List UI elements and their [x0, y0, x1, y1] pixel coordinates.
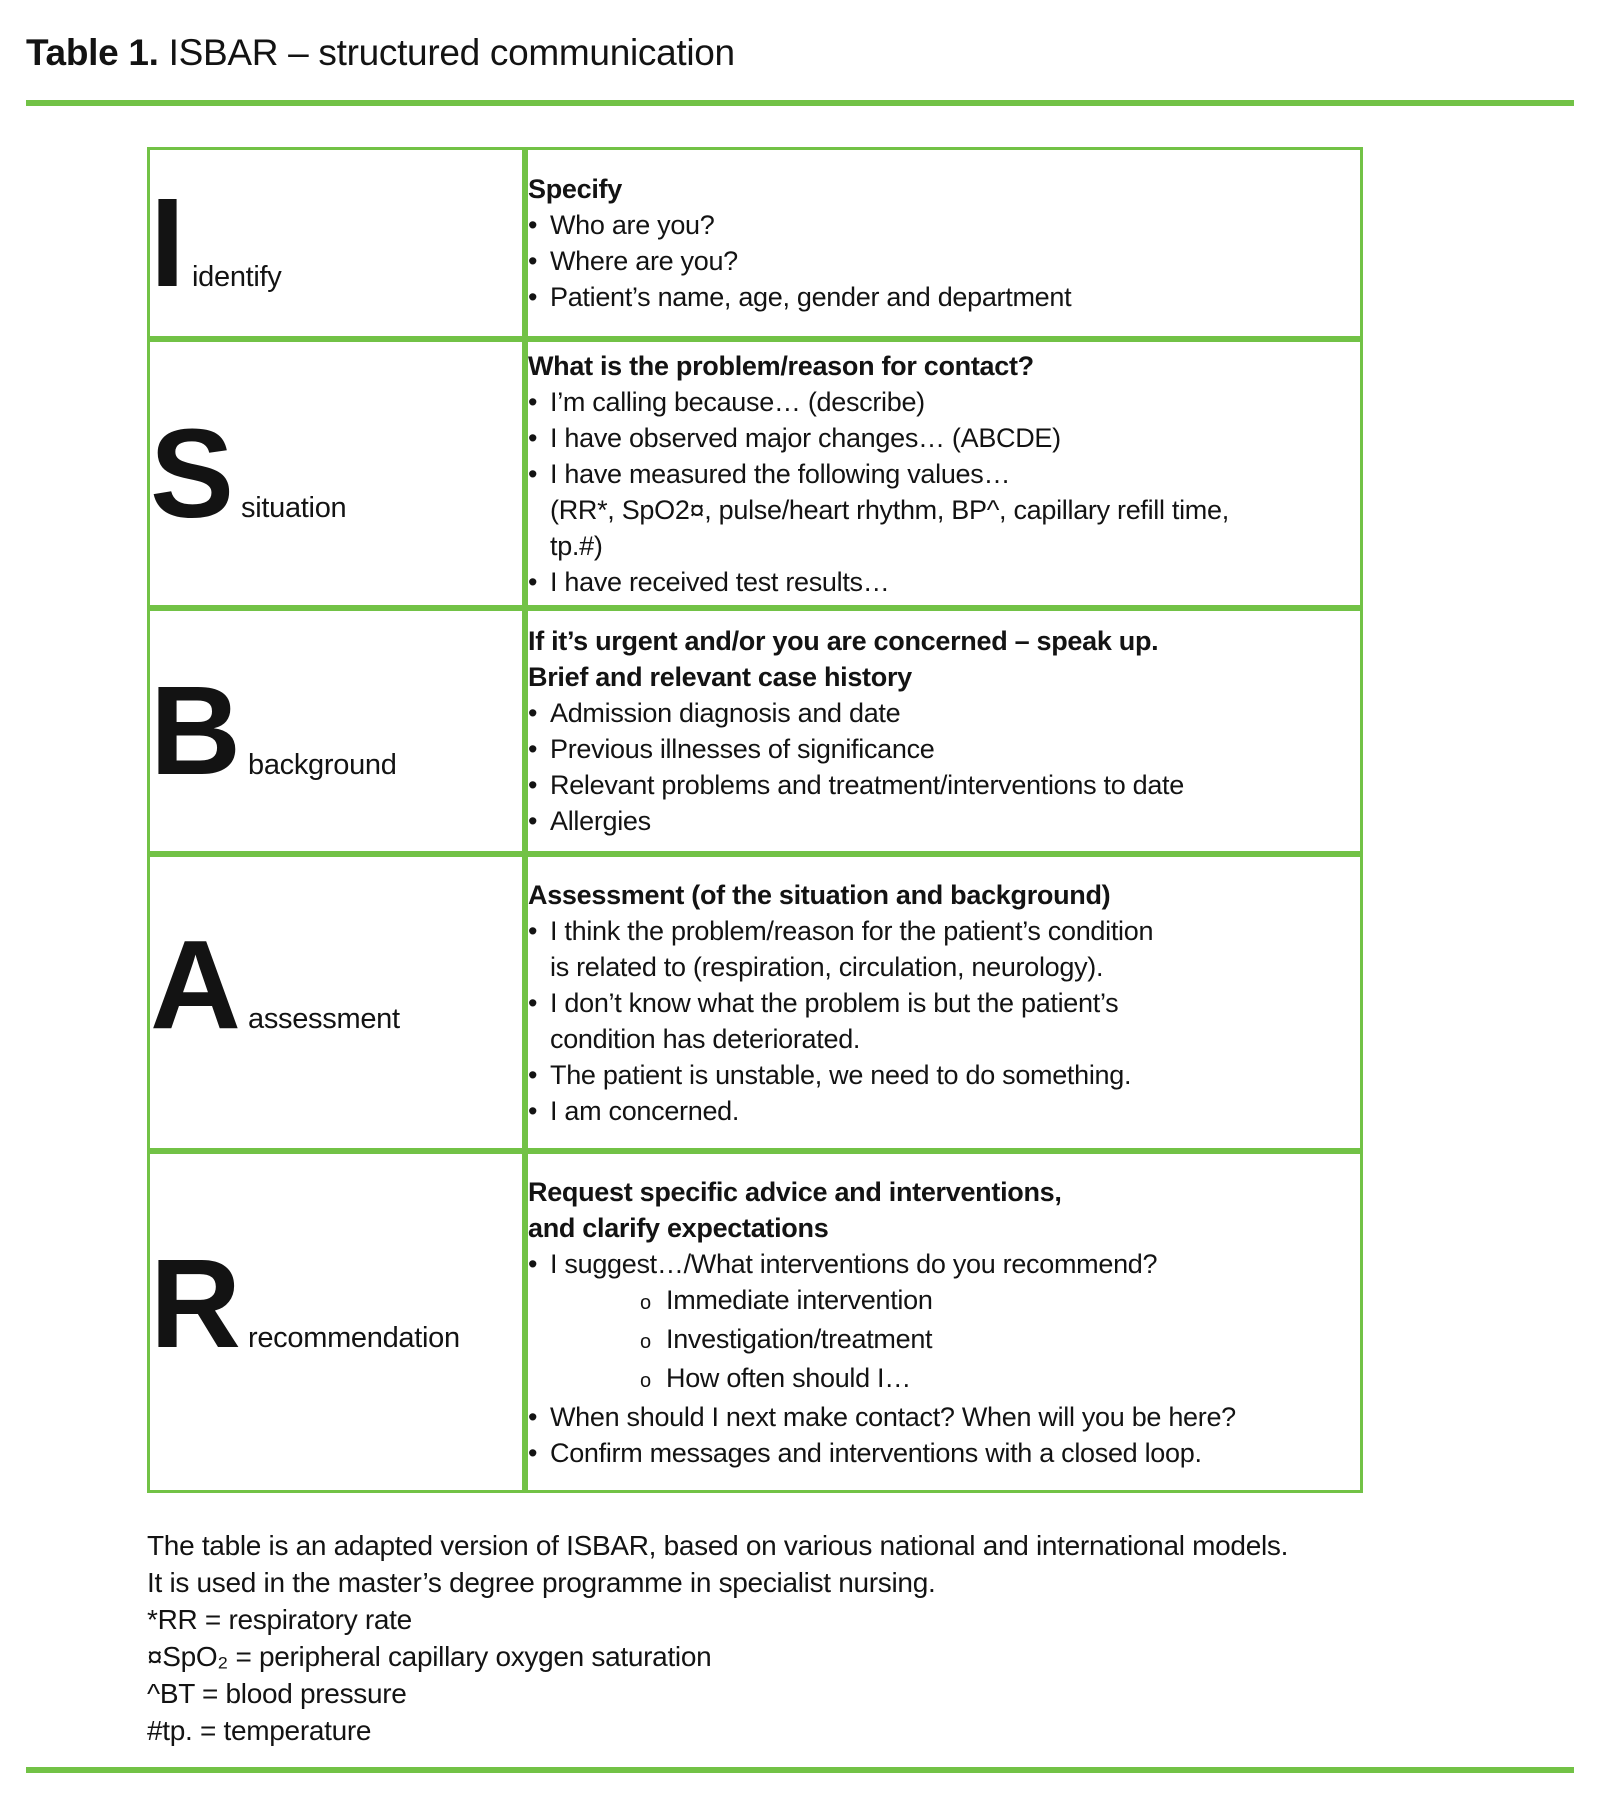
bullet-icon: • [528, 282, 538, 312]
content-line [528, 348, 1360, 384]
content-line [528, 456, 1360, 492]
content-line [528, 279, 1360, 315]
content-line-text: Previous illnesses of significance [550, 734, 935, 764]
content-line [528, 913, 1360, 949]
bullet-icon: • [528, 1401, 538, 1432]
bullet-icon: • [528, 806, 538, 836]
top-divider [26, 100, 1574, 106]
content-line [528, 659, 1360, 695]
isbar-table-body [147, 147, 1363, 1493]
content-line-text: Brief and relevant case history [528, 662, 912, 692]
content-line [528, 623, 1360, 659]
row-letter-label: situation [241, 491, 347, 524]
row-content-cell [525, 339, 1363, 608]
table-caption-number: Table 1. [26, 32, 159, 73]
content-line [528, 1093, 1360, 1129]
row-letter-glyph: I [150, 172, 183, 313]
row-content-cell [525, 608, 1363, 854]
row-letter-cell [147, 147, 525, 339]
bullet-icon: • [528, 458, 538, 489]
content-line-text: When should I next make contact? When will you be here? [550, 1401, 1236, 1432]
content-line-text: condition has deteriorated. [550, 1023, 861, 1054]
content-line-text: What is the problem/reason for contact? [528, 350, 1034, 381]
content-line [528, 243, 1360, 279]
row-letter-glyph: S [150, 402, 232, 544]
row-letter-glyph: R [150, 1233, 238, 1374]
content-line-text: Immediate intervention [666, 1284, 933, 1315]
table-caption-title: ISBAR – structured communication [168, 32, 735, 73]
bullet-icon: • [528, 915, 538, 946]
row-letter-cell [147, 608, 525, 854]
bullet-icon: • [528, 770, 538, 800]
isbar-row-assessment [147, 854, 1363, 1151]
content-line-text: Patient’s name, age, gender and department [550, 282, 1072, 312]
content-line [528, 877, 1360, 913]
footnote-line: *RR = respiratory rate [147, 1604, 412, 1635]
content-line-text: Allergies [550, 806, 651, 836]
bullet-icon: • [528, 1095, 538, 1126]
bullet-icon: • [528, 422, 538, 453]
bullet-icon: • [528, 386, 538, 417]
bullet-icon: • [528, 566, 538, 597]
content-line [528, 803, 1360, 839]
content-line-text: Investigation/treatment [666, 1323, 933, 1354]
content-line [528, 528, 1360, 564]
row-letter-label: identify [192, 261, 282, 293]
content-line-text: Assessment (of the situation and background) [528, 879, 1111, 910]
content-line [528, 420, 1360, 456]
bullet-icon: • [528, 1248, 538, 1279]
row-letter-wrap [150, 172, 522, 313]
content-line-text: Specify [528, 174, 622, 204]
bullet-icon: • [528, 1059, 538, 1090]
isbar-row-identify [147, 147, 1363, 339]
content-line [528, 384, 1360, 420]
bullet-icon: • [528, 698, 538, 728]
content-line-text: I have received test results… [550, 566, 890, 597]
bullet-icon: • [528, 734, 538, 764]
content-line-text: Relevant problems and treatment/interventions to date [550, 770, 1184, 800]
circle-bullet-icon: o [640, 1330, 651, 1353]
content-line-text: Admission diagnosis and date [550, 698, 901, 728]
row-letter-label: assessment [248, 1002, 400, 1035]
content-line [528, 1021, 1360, 1057]
row-content-cell [525, 147, 1363, 339]
content-line [528, 1246, 1360, 1282]
footnote-line: #tp. = temperature [147, 1715, 372, 1746]
content-line [528, 1435, 1360, 1471]
bullet-icon: • [528, 210, 538, 240]
content-line [528, 949, 1360, 985]
bullet-icon: • [528, 987, 538, 1018]
content-line-text: I have observed major changes… (ABCDE) [550, 422, 1061, 453]
content-line-text: Who are you? [550, 210, 715, 240]
content-line [528, 207, 1360, 243]
content-line [528, 1057, 1360, 1093]
row-letter-cell [147, 339, 525, 608]
content-line [528, 1174, 1360, 1210]
content-line-text: (RR*, SpO2¤, pulse/heart rhythm, BP^, capillary refill time, [550, 494, 1229, 525]
isbar-table [147, 147, 1363, 1493]
row-letter-label: recommendation [248, 1322, 460, 1354]
bullet-icon: • [528, 246, 538, 276]
content-line-text: I’m calling because… (describe) [550, 386, 925, 417]
content-line-text: is related to (respiration, circulation, neurology). [550, 951, 1104, 982]
table-caption [26, 0, 1574, 74]
circle-bullet-icon: o [640, 1291, 651, 1314]
content-line [528, 1399, 1360, 1435]
row-content-cell [525, 1151, 1363, 1493]
row-letter-wrap [150, 660, 522, 801]
content-line [528, 985, 1360, 1021]
row-letter-wrap [150, 402, 522, 544]
isbar-row-recommendation [147, 1151, 1363, 1493]
row-letter-glyph: B [150, 660, 238, 801]
content-line [528, 695, 1360, 731]
footnotes [147, 1527, 1574, 1749]
content-line-text: Confirm messages and interventions with a closed loop. [550, 1437, 1202, 1468]
content-line [528, 767, 1360, 803]
row-letter-label: background [248, 749, 397, 781]
content-line [640, 1360, 1360, 1399]
content-line-text: I have measured the following values… [550, 458, 1011, 489]
content-line-text: I am concerned. [550, 1095, 740, 1126]
row-letter-cell [147, 1151, 525, 1493]
row-content-cell [525, 854, 1363, 1151]
footnote-line: The table is an adapted version of ISBAR, based on various national and international models. [147, 1530, 1289, 1561]
content-line-text: I don’t know what the problem is but the patient’s [550, 987, 1119, 1018]
content-line [640, 1282, 1360, 1321]
content-line-text: How often should I… [666, 1362, 911, 1393]
isbar-row-background [147, 608, 1363, 854]
content-line-text: Where are you? [550, 246, 738, 276]
content-line-text: tp.#) [550, 530, 603, 561]
content-line [640, 1321, 1360, 1360]
content-line-text: and clarify expectations [528, 1212, 829, 1243]
content-line-text: The patient is unstable, we need to do something. [550, 1059, 1132, 1090]
content-line [528, 492, 1360, 528]
content-line [528, 1210, 1360, 1246]
circle-bullet-icon: o [640, 1369, 651, 1392]
row-letter-cell [147, 854, 525, 1151]
bottom-divider [26, 1767, 1574, 1773]
content-line-text: I think the problem/reason for the patient’s condition [550, 915, 1154, 946]
row-letter-wrap [150, 1233, 522, 1374]
content-line-text: I suggest…/What interventions do you recommend? [550, 1248, 1158, 1279]
row-letter-glyph: A [150, 913, 238, 1055]
footnote-line: ^BT = blood pressure [147, 1678, 407, 1709]
content-line [528, 731, 1360, 767]
row-letter-wrap [150, 913, 522, 1055]
isbar-row-situation [147, 339, 1363, 608]
content-line [528, 564, 1360, 600]
bullet-icon: • [528, 1437, 538, 1468]
content-line-text: If it’s urgent and/or you are concerned – speak up. [528, 626, 1159, 656]
footnote-line: ¤SpO₂ = peripheral capillary oxygen saturation [147, 1641, 712, 1672]
footnote-line: It is used in the master’s degree programme in specialist nursing. [147, 1567, 936, 1598]
content-line-text: Request specific advice and interventions, [528, 1176, 1062, 1207]
content-line [528, 171, 1360, 207]
